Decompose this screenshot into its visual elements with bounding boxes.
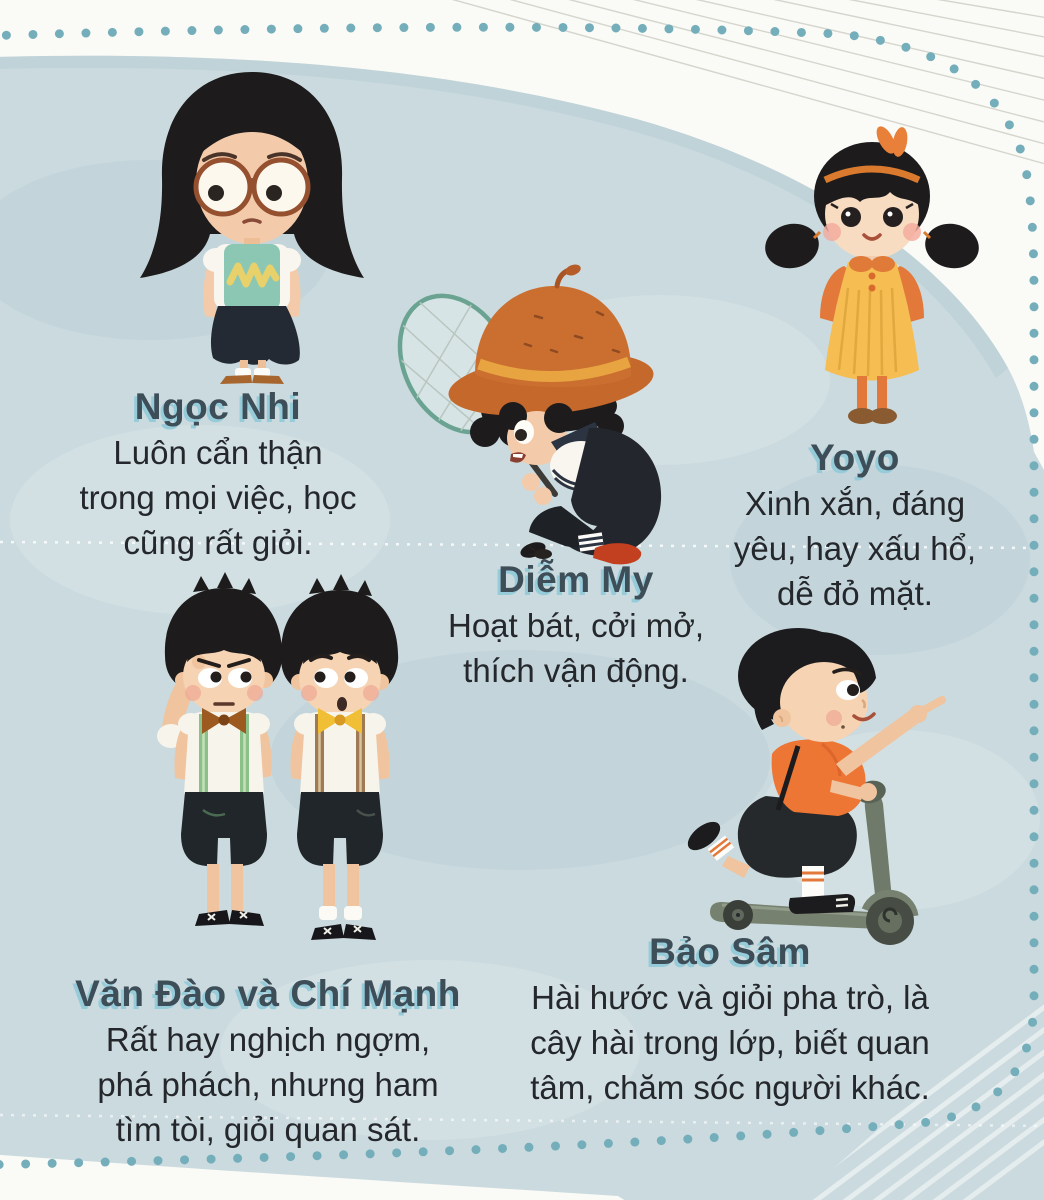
character-description — [492, 975, 968, 1110]
ngoc-nhi-illustration — [118, 66, 386, 384]
description-line: tìm tòi, giỏi quan sát. — [115, 1111, 421, 1148]
character-name: Diễm My — [498, 559, 654, 600]
character-name: Yoyo — [810, 437, 900, 478]
character-name: Bảo Sâm — [649, 931, 811, 972]
description-line: Xinh xắn, đáng — [744, 485, 966, 522]
description-line: dễ đỏ mặt. — [777, 575, 933, 612]
caption-yoyo — [690, 434, 1020, 616]
yoyo-illustration — [762, 120, 982, 430]
description-line: phá phách, nhưng ham — [97, 1066, 439, 1103]
description-line: cây hài trong lớp, biết quan — [530, 1024, 930, 1061]
description-line: Rất hay nghịch ngợm, — [105, 1021, 431, 1058]
twin-van-dao — [157, 572, 282, 926]
character-description — [28, 430, 408, 565]
description-line: Hoạt bát, cởi mở, — [447, 607, 705, 644]
character-description — [50, 1017, 486, 1152]
caption-bao-sam — [492, 928, 968, 1110]
description-line: Luôn cẩn thận — [113, 434, 323, 471]
twin-chi-manh — [281, 574, 398, 940]
description-line: tâm, chăm sóc người khác. — [530, 1069, 930, 1106]
description-line: cũng rất giỏi. — [123, 524, 313, 561]
caption-ngoc-nhi — [28, 383, 408, 565]
description-line: trong mọi việc, học — [79, 479, 357, 516]
description-line: yêu, hay xấu hổ, — [733, 530, 977, 567]
caption-van-dao-va-chi-manh — [50, 970, 486, 1152]
character-name: Ngọc Nhi — [134, 386, 302, 427]
description-line: Hài hước và giỏi pha trò, là — [531, 979, 929, 1016]
character-description — [398, 603, 754, 693]
description-line: thích vận động. — [463, 652, 689, 689]
twins-illustration — [103, 566, 428, 971]
character-name: Văn Đào và Chí Mạnh — [75, 973, 461, 1014]
diem-my-illustration — [385, 258, 675, 573]
skirt — [211, 306, 300, 365]
character-description — [690, 481, 1020, 616]
